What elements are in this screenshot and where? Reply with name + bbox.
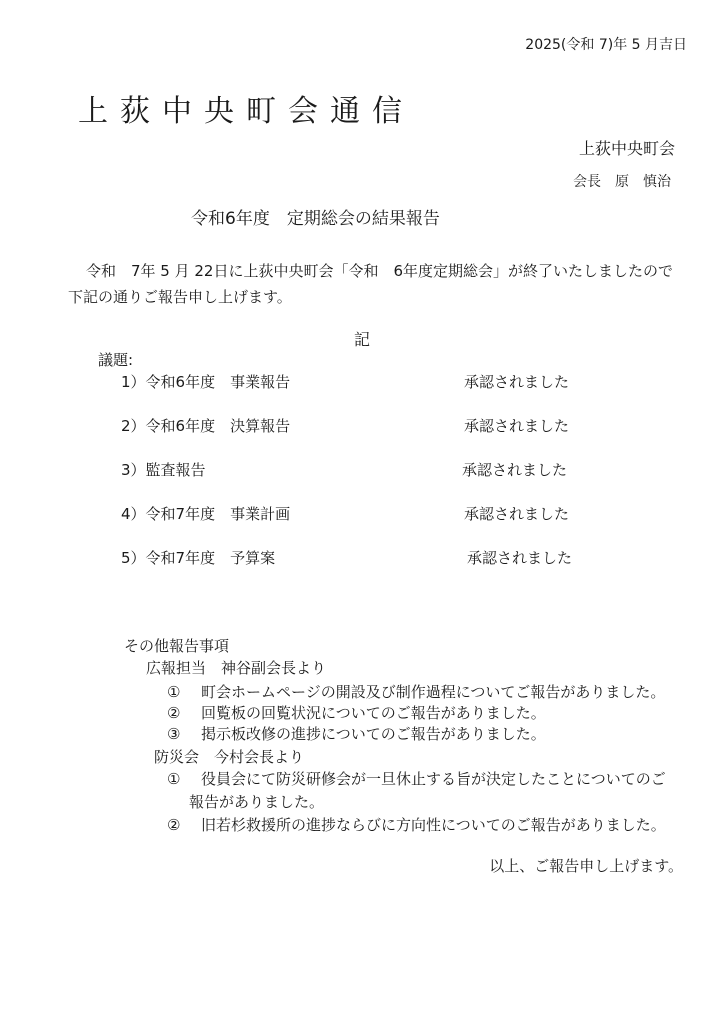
agenda-item xyxy=(121,459,601,481)
point-text: 役員会にて防災研修会が一旦休止する旨が決定したことについてのご xyxy=(201,770,666,788)
disaster-report-point xyxy=(167,814,666,835)
point-number: ② xyxy=(167,816,181,834)
agenda-item-label: 1）令和6年度 事業報告 xyxy=(121,373,291,391)
agenda-heading: 議題: xyxy=(98,351,134,369)
disaster-report-point-continuation: 報告がありました。 xyxy=(189,793,325,811)
pr-report-point xyxy=(167,702,546,723)
agenda-item-result: 承認されました xyxy=(464,417,570,435)
pr-report-heading: 広報担当 神谷副会長より xyxy=(146,659,327,677)
intro-line-2: 下記の通りご報告申し上げます。 xyxy=(68,288,292,306)
point-number: ② xyxy=(167,704,181,722)
agenda-item-result: 承認されました xyxy=(464,505,570,523)
ki-heading: 記 xyxy=(354,330,371,349)
agenda-item xyxy=(121,547,601,569)
issuer-organization: 上荻中央町会 xyxy=(578,139,675,158)
agenda-item-result: 承認されました xyxy=(462,461,568,479)
point-number: ① xyxy=(167,683,181,701)
issue-date: 2025(令和 7)年 5 月吉日 xyxy=(525,37,687,53)
point-number: ③ xyxy=(167,725,181,743)
disaster-report-heading: 防災会 今村会長より xyxy=(154,748,305,766)
pr-report-point xyxy=(167,723,546,744)
issuer-chair: 会長 原 慎治 xyxy=(573,174,671,190)
point-number: ① xyxy=(167,770,181,788)
agenda-item-label: 4）令和7年度 事業計画 xyxy=(121,505,291,523)
agenda-item-result: 承認されました xyxy=(467,549,573,567)
agenda-item-label: 2）令和6年度 決算報告 xyxy=(121,417,291,435)
agenda-item-result: 承認されました xyxy=(464,373,570,391)
point-text: 町会ホームページの開設及び制作過程についてご報告がありました。 xyxy=(201,683,666,701)
closing-remark: 以上、ご報告申し上げます。 xyxy=(489,857,683,875)
agenda-item xyxy=(121,503,601,525)
other-reports-heading: その他報告事項 xyxy=(124,637,230,655)
point-text: 掲示板改修の進捗についてのご報告がありました。 xyxy=(201,725,546,743)
point-text: 回覧板の回覧状況についてのご報告がありました。 xyxy=(201,704,546,722)
point-text: 旧若杉救援所の進捗ならびに方向性についてのご報告がありました。 xyxy=(201,816,666,834)
intro-line-1: 令和 7年 5 月 22日に上荻中央町会「令和 6年度定期総会」が終了いたしましたので xyxy=(86,262,674,280)
agenda-item-label: 5）令和7年度 予算案 xyxy=(121,549,276,567)
disaster-report-point xyxy=(167,768,666,789)
newsletter-title: 上荻中央町会通信 xyxy=(78,94,414,129)
pr-report-point xyxy=(167,681,665,702)
agenda-item xyxy=(121,415,601,437)
agenda-item-label: 3）監査報告 xyxy=(121,461,206,479)
agenda-item xyxy=(121,371,601,393)
report-title: 令和6年度 定期総会の結果報告 xyxy=(191,209,440,229)
